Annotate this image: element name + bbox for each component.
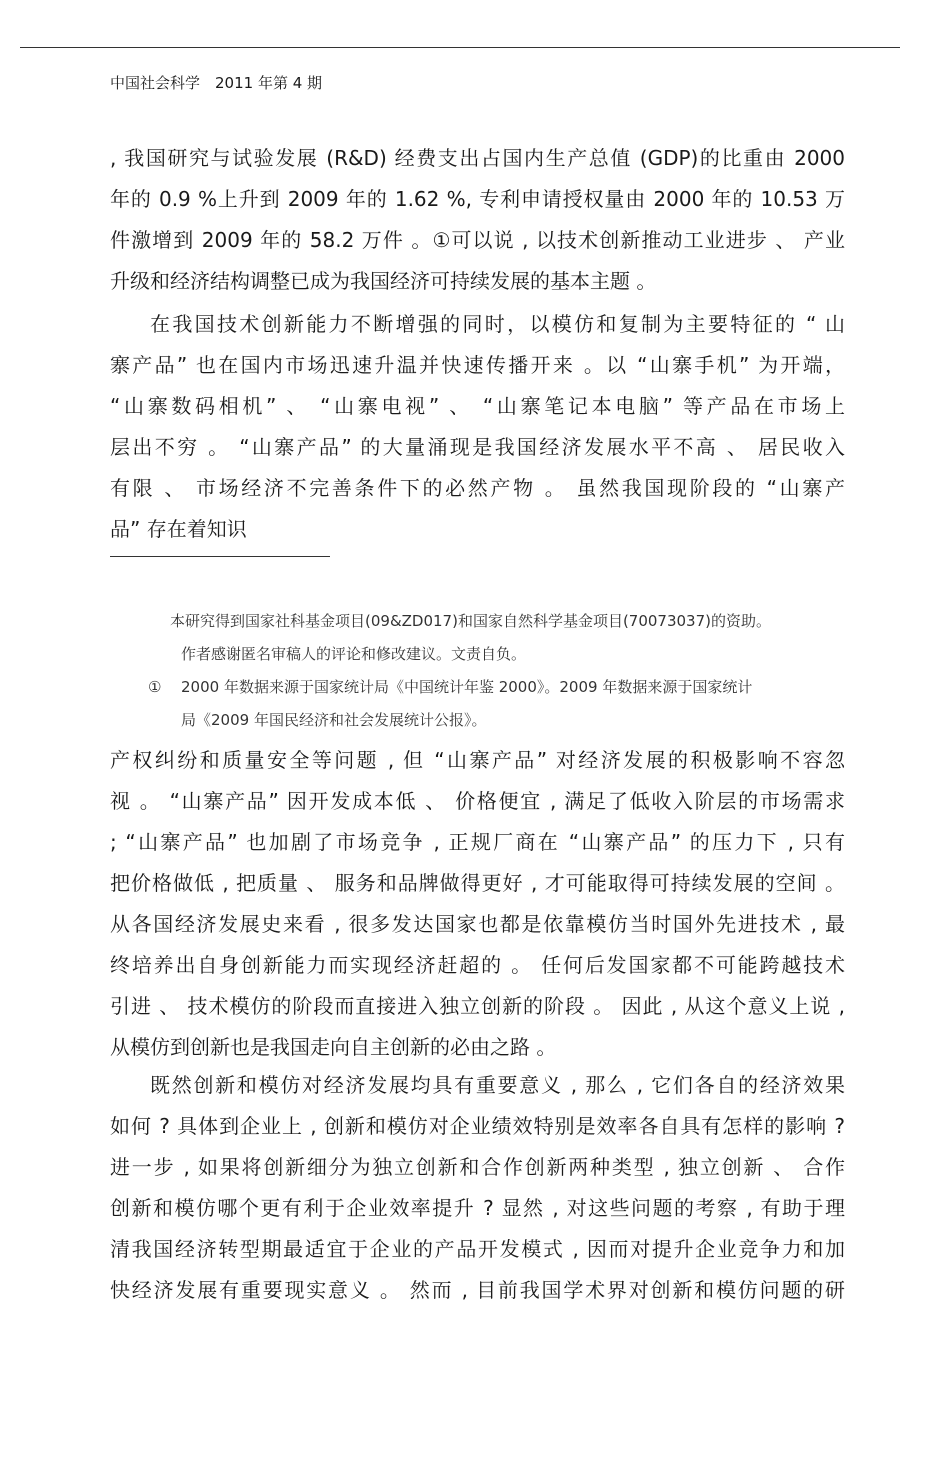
text-line: 从模仿到创新也是我国走向自主创新的必由之路 。 [110,1035,557,1059]
text-line: 升级和经济结构调整已成为我国经济可持续发展的基本主题 。 [110,269,657,293]
text-line: 引进 、 技术模仿的阶段而直接进入独立创新的阶段 。 因此 , 从这个意义上说 , [110,994,845,1018]
paragraph-4 [110,1065,845,1311]
footnote-1-continued [148,704,838,737]
header-rule [20,47,900,48]
footnote-1 [148,671,838,704]
funding-note-line-1: 本研究得到国家社科基金项目(09&ZD017)和国家自然科学基金项目(70073037)的资助。 [170,612,771,630]
text-line: 终培养出自身创新能力而实现经济赶超的 。 任何后发国家都不可能跨越技术 [110,953,845,977]
text-line: 品” 存在着知识 [110,517,247,541]
text-line: 把价格做低 , 把质量 、 服务和品牌做得更好 , 才可能取得可持续发展的空间 。 [110,871,845,895]
paragraph-2 [110,304,845,550]
text-line: 视 。 “山寨产品” 因开发成本低 、 价格便宜 , 满足了低收入阶层的市场需求 [110,789,845,813]
paragraph-1 [110,138,845,302]
text-line: 寨产品” 也在国内市场迅速升温并快速传播开来 。以 “山寨手机” 为开端， [110,353,845,377]
text-line: 件激增到 2009 年的 58.2 万件 。①可以说 , 以技术创新推动工业进步 、 产业 [110,228,845,252]
text-line: “山寨数码相机” 、 “山寨电视” 、 “山寨笔记本电脑” 等产品在市场上 [110,394,845,418]
funding-note [148,605,838,638]
text-line: 在我国技术创新能力不断增强的同时，以模仿和复制为主要特征的 “ 山 [150,312,845,336]
text-line: 创新和模仿哪个更有利于企业效率提升 ? 显然 , 对这些问题的考察 , 有助于理 [110,1196,845,1220]
footnote-rule [110,556,330,557]
text-line: ; “山寨产品” 也加剧了市场竞争 , 正规厂商在 “山寨产品” 的压力下 , 只有 [110,830,845,854]
footnote-1-marker: ① [148,678,162,696]
footnote-1-line-2: 局《2009 年国民经济和社会发展统计公报》。 [181,711,487,729]
text-line: , 我国研究与试验发展 (R&D) 经费支出占国内生产总值 (GDP)的比重由 2000 [110,146,845,170]
text-line: 有限 、 市场经济不完善条件下的必然产物 。 虽然我国现阶段的 “山寨产 [110,476,845,500]
footnote-1-line-1: 2000 年数据来源于国家统计局《中国统计年鉴 2000》。2009 年数据来源于国家统计 [181,678,753,696]
paragraph-3 [110,740,845,1068]
funding-note-line-2: 作者感谢匿名审稿人的评论和修改建议。文责自负。 [181,645,527,663]
text-line: 层出不穷 。 “山寨产品” 的大量涌现是我国经济发展水平不高 、 居民收入 [110,435,845,459]
footnotes [148,605,838,737]
funding-note-continued [148,638,838,671]
text-line: 产权纠纷和质量安全等问题 , 但 “山寨产品” 对经济发展的积极影响不容忽 [110,748,845,772]
text-line: 快经济发展有重要现实意义 。 然而 , 目前我国学术界对创新和模仿问题的研 [110,1278,845,1302]
running-header: 中国社会科学 2011 年第 4 期 [110,74,323,92]
text-line: 从各国经济发展史来看 , 很多发达国家也都是依靠模仿当时国外先进技术 , 最 [110,912,845,936]
text-line: 既然创新和模仿对经济发展均具有重要意义 , 那么 , 它们各自的经济效果 [150,1073,845,1097]
text-line: 年的 0.9 %上升到 2009 年的 1.62 %, 专利申请授权量由 2000 年的 10.53 万 [110,187,845,211]
text-line: 进一步 , 如果将创新细分为独立创新和合作创新两种类型 , 独立创新 、 合作 [110,1155,845,1179]
text-line: 如何 ? 具体到企业上 , 创新和模仿对企业绩效特别是效率各自具有怎样的影响 ? [110,1114,845,1138]
text-line: 清我国经济转型期最适宜于企业的产品开发模式 , 因而对提升企业竞争力和加 [110,1237,845,1261]
